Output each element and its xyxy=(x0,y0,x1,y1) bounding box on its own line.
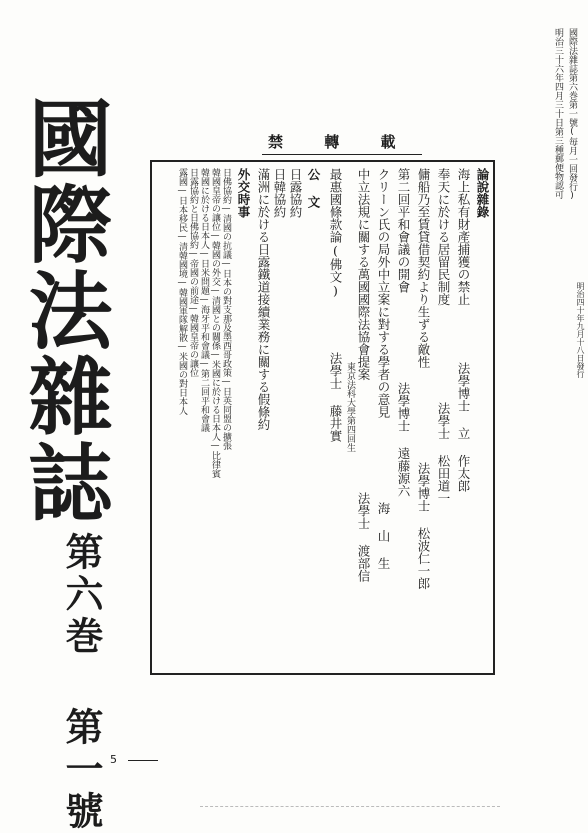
news-item: 韓國皇帝の讓位—韓國の外交—清國との關係—米國に於ける日本人—比律賓 xyxy=(210,168,220,478)
news-item: 韓國に於ける日本人—日米問題—海牙平和會議—第二回平和會議 xyxy=(199,168,209,432)
document-item: 滿洲に於ける日露鐵道接續業務に關する假條約 xyxy=(256,168,271,431)
article-author: 法學士 渡部信 xyxy=(356,492,371,582)
news-item: 日佛協約—清國の抗議—日本の對支那及墨西哥政策—日英同盟の擴張 xyxy=(221,168,231,450)
table-of-contents xyxy=(150,160,495,675)
divider xyxy=(262,154,422,155)
article-title: 海上私有財產捕獲の禁止 xyxy=(456,168,471,306)
publication-info xyxy=(552,28,578,201)
publication-info-line: 明治三十六年四月三十日第三種郵便物認可 xyxy=(553,28,563,199)
article-title: 最惠國條款論(佛文) xyxy=(328,168,343,298)
divider xyxy=(128,760,158,761)
article-author: 海 山 生 xyxy=(376,502,391,570)
article-title: 奉天に於ける居留民制度 xyxy=(436,168,451,306)
document-item: 日韓協約 xyxy=(272,168,287,218)
article-author: 法學士 藤井實 xyxy=(328,352,343,442)
article-author: 法學博士 遠藤源六 xyxy=(396,382,411,497)
issue-date: 明治四十年九月十八日發行 xyxy=(576,282,585,378)
section-heading: 外交時事 xyxy=(236,168,251,218)
page-title: 國際法雜誌 xyxy=(15,95,114,525)
news-item: 日露協約と日佛協約—帝國の前途—韓國皇帝の讓位 xyxy=(188,168,198,377)
section-heading: 論說雜錄 xyxy=(475,168,490,218)
article-title: クリーン氏の局外中立案に對する學者の意見 xyxy=(376,168,391,418)
author-note: 東京法科大學第四回生 xyxy=(345,362,355,452)
volume-label: 第六巻 第一號 xyxy=(59,532,104,833)
article-author: 法學博士 立 作太郎 xyxy=(456,362,471,492)
article-author: 法學士 松田道一 xyxy=(436,402,451,505)
publication-info-line: 國際法雜誌第六巻第一號(毎月一回發行) xyxy=(567,28,577,201)
section-heading: 公 文 xyxy=(306,168,321,208)
article-author: 法學博士 松波仁一郎 xyxy=(416,462,431,590)
article-title: 中立法規に關する萬國國際法協會提案 xyxy=(356,168,371,381)
reprint-notice: 禁 轉 載 xyxy=(268,133,414,151)
page-number: 5 xyxy=(110,753,117,766)
document-item: 日露協約 xyxy=(288,168,303,218)
article-title: 傭船乃至賃貸借契約より生ずる敵性 xyxy=(416,168,431,368)
diplomatic-news xyxy=(177,168,231,478)
news-item: 露國—日本移民—清韓國境—韓國軍隊解散—米國の對日本人 xyxy=(177,168,187,415)
divider xyxy=(200,806,500,807)
article-title: 第二回平和會議の開會 xyxy=(396,168,411,293)
